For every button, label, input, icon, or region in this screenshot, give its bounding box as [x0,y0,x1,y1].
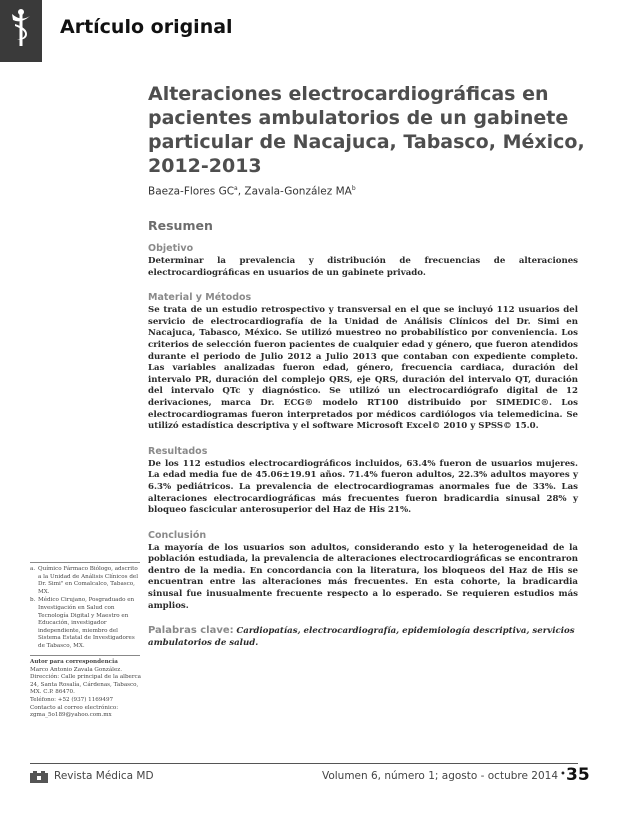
section-label: Artículo original [60,16,233,38]
affiliations-divider [30,562,140,563]
resultados-text: De los 112 estudios electrocardiográficos incluidos, 63.4% fueron de usuarios mujeres. La edad media fue de 45.06±19.91 años. 71.4% fueron adultos, 22.3% adultos mayores y 6.3% pediátricos. La prevalencia de electrocardiogramas anormales fue de 33%. Las alteraciones electrocardiográficas más frecuentes fueron bradicardia sinusal 28% y bloqueo fascicular anterosuperior del Haz de His 21%. [148,458,578,516]
metodos-heading: Material y Métodos [148,292,252,304]
affiliation-text: Médico Cirujano, Posgraduado en Investigación en Salud con Tecnología Digital y Maestro en Educación, investigador independiente, miembro del Sistema Estatal de Investigadores de Tabasco, MX. [38,597,135,649]
author-2: Zavala-González MA [244,185,352,198]
conclusion-heading: Conclusión [148,529,207,541]
objetivo-text: Determinar la prevalencia y distribución de frecuencias de alteraciones electrocardiográficas en usuarios de un gabinete privado. [148,256,578,278]
authors-line [148,185,588,198]
caduceus-logo-icon [8,8,34,48]
correspondence [30,659,142,720]
keywords-text: Cardiopatías, electrocardiografía, epidemiología descriptiva, servicios ambulatorios de salud. [148,626,575,648]
correspondence-phone: Teléfono: +52 (937) 1169497 [30,696,114,703]
article-title: Alteraciones electrocardiográficas en pacientes ambulatorios de un gabinete particular de Nacajuca, Tabasco, México, 2012-2013 [148,83,585,177]
footer-divider [30,763,578,764]
journal-footer-icon [30,771,48,783]
correspondence-address: Dirección: Calle principal de la alberca 24, Santa Rosalía, Cárdenas, Tabasco, MX. C.P. 86470. [30,674,142,696]
keywords [148,625,578,649]
author-1: Baeza-Flores GC [148,185,235,198]
affiliation-key: a. [30,566,36,572]
journal-name: Revista Médica MD [54,770,154,782]
affiliation-key: b. [30,597,36,604]
correspondence-email: zgma_5o189@yahoo.com.mx [30,712,112,719]
objetivo-heading: Objetivo [148,243,194,254]
author-1-sup: a [234,185,238,192]
resultados-heading: Resultados [148,445,208,457]
affiliation-item [30,566,142,596]
affiliations [30,566,142,652]
correspondence-heading: Autor para correspondencia [30,659,118,665]
correspondence-divider [30,655,140,656]
abstract [148,218,578,649]
page-number: 35 [566,765,590,785]
correspondence-name: Marco Antonio Zavala González. [30,666,122,673]
volume-info: Volumen 6, número 1; agosto - octubre 2014 [321,770,558,782]
abstract-heading: Resumen [148,218,213,233]
author-separator: , [237,185,245,198]
metodos-text: Se trata de un estudio retrospectivo y transversal en el que se incluyó 112 usuarios del servicio de electrocardiografía de la Unidad de Análisis Clínicos del Dr. Simi en Nacajuca, Tabasco, México. Se utilizó muestreo no probabilístico por conveniencia. Los criterios de selección fueron pacientes de cualquier edad y género, que fueron atendidos durante el periodo de Julio 2012 a Julio 2013 que contaban con expediente completo. Las variables analizadas fueron edad, género, frecuencia cardiaca, duración del intervalo PR, duración del complejo QRS, eje QRS, duración del intervalo QT, duración del intervalo QTc y diagnóstico. Se utilizó un electrocardiógrafo digital de 12 derivaciones, marca Dr. ECG® modelo RT100 distribuido por SIMEDIC®. Los electrocardiogramas fueron interpretados por médicos cardiólogos via telemedicina. Se utilizó estadística descriptiva y el software Microsoft Excel© 2010 y SPSS© 15.0. [148,305,578,432]
journal-logo-band [0,0,42,62]
affiliation-item [30,597,142,650]
affiliation-text: Químico Fármaco Biólogo, adscrito a la Unidad de Análisis Clínicos del Dr. Simi" en Comalcalco, Tabasco, MX. [38,566,139,595]
author-2-sup: b [351,185,356,192]
correspondence-email-label: Contacto al correo electrónico: [30,704,119,711]
keywords-label: Palabras clave: [148,625,234,637]
footer-bullet: • [560,769,566,780]
conclusion-text: La mayoría de los usuarios son adultos, considerando esto y la heterogeneidad de la población estudiada, la prevalencia de alteraciones electrocardiográficas se encontraron dentro de la media. En concordancia con la literatura, los bloqueos del Haz de His se encuentran entre las alteraciones más frecuentes. En esta cohorte, la bradicardia sinusal fue inusualmente frecuente respecto a lo esperado. Se requieren estudios más amplios. [148,542,578,611]
